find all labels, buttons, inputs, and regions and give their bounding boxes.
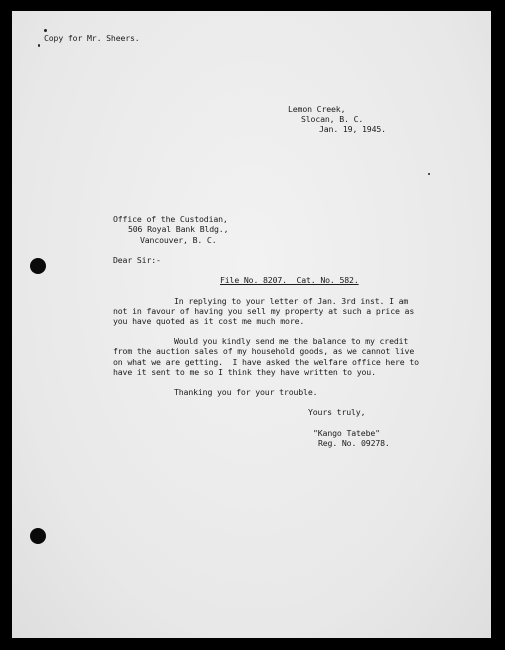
- registration-number: Reg. No. 09278.: [318, 438, 390, 448]
- closing: Yours truly,: [308, 407, 366, 417]
- punch-hole: [30, 528, 46, 544]
- ink-speck: [428, 173, 430, 175]
- signature: "Kango Tatebe": [313, 428, 380, 438]
- letter-date: Jan. 19, 1945.: [319, 124, 386, 134]
- file-reference: File No. 8207. Cat. No. 582.: [220, 275, 359, 285]
- recipient-address-line3: Vancouver, B. C.: [140, 235, 217, 245]
- paragraph1-line3: you have quoted as it cost me much more.: [113, 316, 305, 326]
- sender-address-line2: Slocan, B. C.: [301, 114, 364, 124]
- salutation: Dear Sir:-: [113, 255, 161, 265]
- paragraph2-line2: from the auction sales of my household goods, as we cannot live: [113, 346, 415, 356]
- paragraph1-line1: In replying to your letter of Jan. 3rd inst. I am: [174, 296, 409, 306]
- paragraph2-line4: have it sent to me so I think they have written to you.: [113, 367, 376, 377]
- ink-speck: [38, 44, 40, 47]
- ink-speck: [44, 29, 47, 32]
- letter-page: [12, 11, 491, 638]
- paragraph1-line2: not in favour of having you sell my property at such a price as: [113, 306, 415, 316]
- recipient-address-line1: Office of the Custodian,: [113, 214, 228, 224]
- recipient-address-line2: 506 Royal Bank Bldg.,: [128, 224, 229, 234]
- paragraph2-line3: on what we are getting. I have asked the welfare office here to: [113, 357, 419, 367]
- copy-note: Copy for Mr. Sheers.: [44, 33, 140, 43]
- punch-hole: [30, 258, 46, 274]
- sender-address-line1: Lemon Creek,: [288, 104, 346, 114]
- paragraph2-line1: Would you kindly send me the balance to my credit: [174, 336, 409, 346]
- paragraph3: Thanking you for your trouble.: [174, 387, 318, 397]
